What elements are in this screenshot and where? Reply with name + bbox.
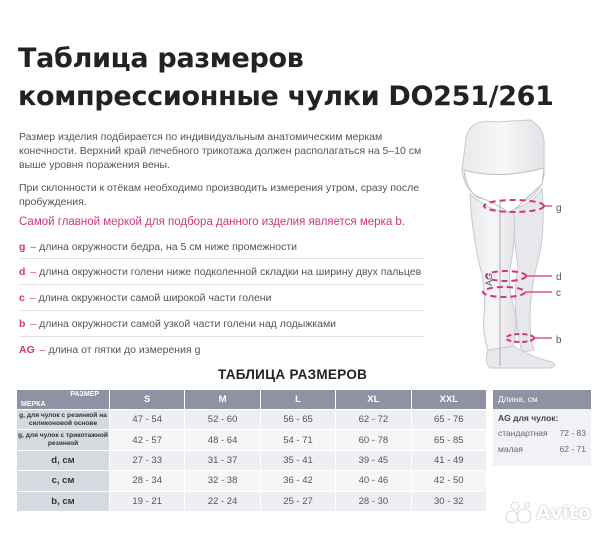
table-cell: 35 - 41 [260, 450, 335, 470]
g-label: g [556, 203, 562, 214]
main-measure-note: Самой главной меркой для подбора данного изделия является мерка b. [19, 216, 405, 228]
table-cell: 30 - 32 [411, 491, 486, 511]
divider [19, 258, 424, 259]
avito-logo-icon [505, 500, 533, 526]
legend-text: длина окружности голени ниже подколенной складки на ширину двух пальцев [39, 266, 422, 278]
table-cell: 39 - 45 [336, 450, 411, 470]
legend-item-g: g – длина окружности бедра, на 5 см ниже промежности [19, 241, 297, 253]
table-cell: 31 - 37 [185, 450, 260, 470]
title-line-1: Таблица размеров [18, 43, 304, 74]
corner-measure-label: МЕРКА [21, 401, 46, 408]
length-row-value: 72 - 83 [559, 428, 586, 438]
table-cell: 54 - 71 [260, 430, 335, 450]
row-label: b, см [17, 491, 110, 511]
foot-shape [486, 346, 554, 368]
table-cell: 60 - 78 [336, 430, 411, 450]
legend-text: длина от пятки до измерения g [48, 344, 201, 356]
legend-item-c: c – длина окружности самой широкой части голени [19, 292, 272, 304]
table-cell: 28 - 30 [336, 491, 411, 511]
legend-key: g [19, 241, 26, 253]
size-header-l: L [260, 390, 335, 410]
table-row [17, 471, 487, 491]
length-row-standard [493, 425, 591, 441]
table-row [17, 410, 487, 430]
size-table [17, 390, 487, 512]
intro-paragraph-1: Размер изделия подбирается по индивидуальным анатомическим меркам конечности. Верхний край лечебного трикотажа должен располагаться на 5–10 см выше уровня поражения вены. [19, 131, 422, 171]
table-cell: 42 - 50 [411, 471, 486, 491]
legend-key: b [19, 318, 26, 330]
ag-label: AG [484, 272, 494, 286]
legend-key: d [19, 266, 26, 278]
leg-measurement-diagram [418, 118, 578, 370]
divider [19, 284, 424, 285]
length-row-label: малая [498, 444, 523, 454]
length-row-small [493, 441, 591, 457]
table-cell: 40 - 46 [336, 471, 411, 491]
back-leg-shape [512, 188, 543, 352]
table-cell: 62 - 72 [336, 410, 411, 430]
row-label: d, см [17, 450, 110, 470]
row-label: c, см [17, 471, 110, 491]
title-line-2: компрессионные чулки DO251/261 [18, 81, 554, 112]
legend-text: длина окружности самой широкой части голени [38, 292, 272, 304]
table-cell: 36 - 42 [260, 471, 335, 491]
row-label: g, для чулок с трикотажной резинкой [17, 430, 110, 450]
legend-item-ag: AG – длина от пятки до измерения g [19, 344, 201, 356]
table-cell: 25 - 27 [260, 491, 335, 511]
size-header-m: M [185, 390, 260, 410]
table-cell: 42 - 57 [110, 430, 185, 450]
table-cell: 27 - 33 [110, 450, 185, 470]
table-corner-cell [17, 390, 110, 410]
table-cell: 48 - 64 [185, 430, 260, 450]
length-box-subheader: AG для чулок: [498, 413, 559, 423]
legend-text: длина окружности самой узкой части голени над лодыжками [39, 318, 337, 330]
table-cell: 52 - 60 [185, 410, 260, 430]
length-row-label: стандартная [498, 428, 548, 438]
b-label: b [556, 335, 562, 346]
length-row-value: 62 - 71 [559, 444, 586, 454]
table-header-row [17, 390, 487, 410]
table-cell: 32 - 38 [185, 471, 260, 491]
table-row [17, 491, 487, 511]
size-header-xxl: XXL [411, 390, 486, 410]
c-label: c [556, 288, 561, 299]
length-box [493, 390, 591, 466]
legend-key: AG [19, 344, 35, 356]
intro-paragraph-2: При склонности к отёкам необходимо производить измерения утром, сразу после пробуждения. [19, 182, 420, 208]
divider [19, 336, 424, 337]
legend-text: длина окружности бедра, на 5 см ниже промежности [39, 241, 297, 253]
avito-watermark [505, 500, 591, 526]
row-label: g, для чулок с резинкой на силиконовой основе [17, 410, 110, 430]
table-cell: 41 - 49 [411, 450, 486, 470]
table-row [17, 430, 487, 450]
table-cell: 47 - 54 [110, 410, 185, 430]
legend-item-d: d – длина окружности голени ниже подколенной складки на ширину двух пальцев [19, 266, 422, 278]
table-cell: 19 - 21 [110, 491, 185, 511]
d-label: d [556, 272, 562, 283]
size-table-title: ТАБЛИЦА РАЗМЕРОВ [218, 367, 368, 382]
size-header-s: S [110, 390, 185, 410]
legend-item-b: b – длина окружности самой узкой части голени над лодыжками [19, 318, 337, 330]
size-header-xl: XL [336, 390, 411, 410]
table-cell: 28 - 34 [110, 471, 185, 491]
avito-text: Avito [536, 502, 592, 524]
table-cell: 56 - 65 [260, 410, 335, 430]
table-cell: 65 - 76 [411, 410, 486, 430]
legend-key: c [19, 292, 25, 304]
table-cell: 22 - 24 [185, 491, 260, 511]
corner-size-label: РАЗМЕР [70, 391, 99, 398]
page-title [18, 40, 608, 116]
table-row [17, 450, 487, 470]
length-box-header: Длина, см [493, 390, 591, 409]
table-cell: 65 - 85 [411, 430, 486, 450]
divider [19, 310, 424, 311]
